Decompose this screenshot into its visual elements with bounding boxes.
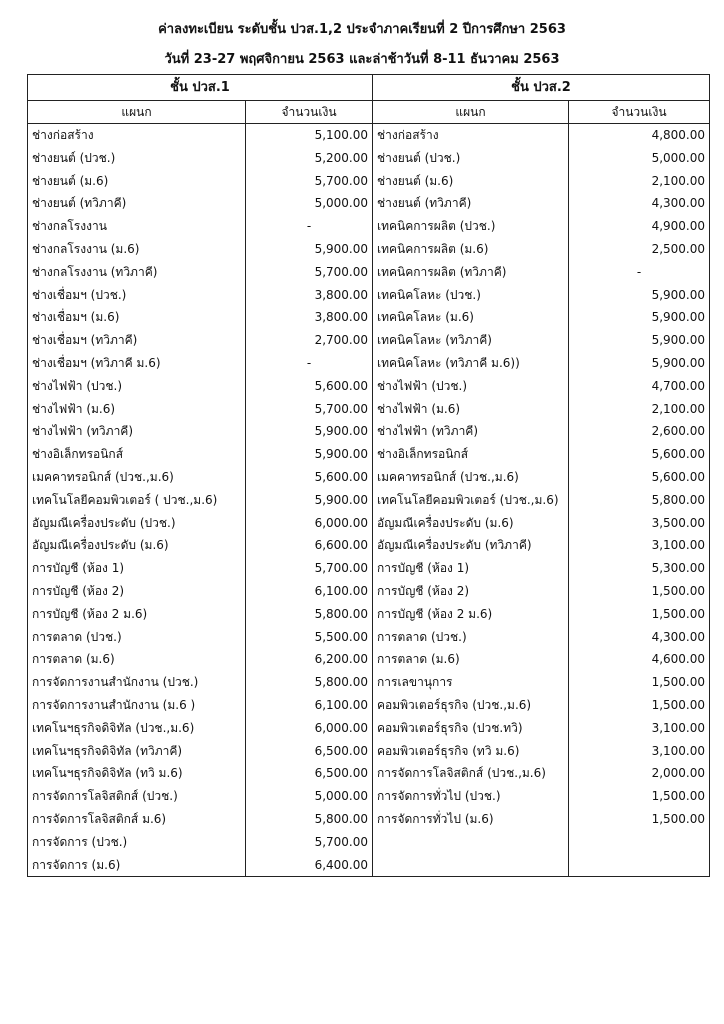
department-cell: เทคนิคโลหะ (ปวช.) [373,284,569,307]
department-cell: อัญมณีเครื่องประดับ (ปวช.) [28,512,246,535]
department-cell: คอมพิวเตอร์ธุรกิจ (ปวช.ทวิ) [373,717,569,740]
department-cell: คอมพิวเตอร์ธุรกิจ (ปวช.,ม.6) [373,694,569,717]
department-cell: เทคนิคการผลิต (ปวช.) [373,215,569,238]
table-row [28,261,710,284]
amount-cell: 3,800.00 [246,284,373,307]
department-cell: เทคโนโลยีคอมพิวเตอร์ (ปวช.,ม.6) [373,489,569,512]
department-cell: ช่างไฟฟ้า (ปวช.) [28,375,246,398]
amount-cell: 5,700.00 [246,831,373,854]
table-row [28,375,710,398]
department-cell: ช่างยนต์ (ปวช.) [28,147,246,170]
amount-cell: 6,000.00 [246,717,373,740]
table-row [28,398,710,421]
amount-cell: 2,500.00 [569,238,710,261]
department-cell: ช่างไฟฟ้า (ม.6) [28,398,246,421]
department-cell: เทคนิคโลหะ (ม.6) [373,306,569,329]
amount-cell: 2,600.00 [569,420,710,443]
amount-cell: - [246,215,373,238]
table-row [28,740,710,763]
department-cell: ช่างไฟฟ้า (ม.6) [373,398,569,421]
department-cell: ช่างยนต์ (ม.6) [28,170,246,193]
amount-cell: - [246,352,373,375]
amount-cell: 5,900.00 [246,443,373,466]
column-header-department: แผนก [28,101,246,124]
amount-cell: 3,800.00 [246,306,373,329]
table-row [28,512,710,535]
amount-cell: 5,800.00 [246,671,373,694]
department-cell: การเลขานุการ [373,671,569,694]
department-cell: ช่างอิเล็กทรอนิกส์ [373,443,569,466]
amount-cell: 5,700.00 [246,170,373,193]
table-row [28,352,710,375]
table-row [28,124,710,147]
amount-cell: 2,100.00 [569,170,710,193]
amount-cell: 4,300.00 [569,192,710,215]
department-cell: ช่างยนต์ (ทวิภาคี) [28,192,246,215]
table-row [28,466,710,489]
amount-cell: 6,100.00 [246,580,373,603]
department-cell: เทคนิคการผลิต (ทวิภาคี) [373,261,569,284]
amount-cell: 1,500.00 [569,694,710,717]
table-row [28,284,710,307]
amount-cell: 6,600.00 [246,534,373,557]
department-cell: ช่างก่อสร้าง [28,124,246,147]
department-cell: ช่างไฟฟ้า (ปวช.) [373,375,569,398]
amount-cell: 5,100.00 [246,124,373,147]
amount-cell: 6,400.00 [246,854,373,877]
department-cell: ช่างไฟฟ้า (ทวิภาคี) [373,420,569,443]
department-cell: การจัดการโลจิสติกส์ ม.6) [28,808,246,831]
department-cell: อัญมณีเครื่องประดับ (ทวิภาคี) [373,534,569,557]
amount-cell: 4,700.00 [569,375,710,398]
amount-cell: 5,700.00 [246,261,373,284]
table-row [28,147,710,170]
amount-cell: 3,500.00 [569,512,710,535]
amount-cell: 2,100.00 [569,398,710,421]
registration-fee-table [27,74,710,877]
department-cell: ช่างกลโรงงาน (ม.6) [28,238,246,261]
amount-cell: 5,800.00 [569,489,710,512]
department-cell: การตลาด (ปวช.) [28,626,246,649]
table-row [28,603,710,626]
amount-cell: 6,500.00 [246,740,373,763]
department-cell: ช่างเชื่อมฯ (ทวิภาคี ม.6) [28,352,246,375]
amount-cell: 5,300.00 [569,557,710,580]
department-cell: การจัดการ (ปวช.) [28,831,246,854]
table-row [28,443,710,466]
table-row [28,238,710,261]
department-cell: เมคคาทรอนิกส์ (ปวช.,ม.6) [373,466,569,489]
department-cell: การจัดการโลจิสติกส์ (ปวช.,ม.6) [373,762,569,785]
department-cell [373,854,569,877]
table-row [28,694,710,717]
department-cell: ช่างอิเล็กทรอนิกส์ [28,443,246,466]
table-row [28,671,710,694]
department-cell: ช่างกลโรงงาน [28,215,246,238]
amount-cell: 2,700.00 [246,329,373,352]
amount-cell: 2,000.00 [569,762,710,785]
amount-cell: 5,600.00 [569,466,710,489]
table-row [28,762,710,785]
department-cell: การจัดการทั่วไป (ม.6) [373,808,569,831]
amount-cell: 5,900.00 [569,284,710,307]
amount-cell: - [569,261,710,284]
amount-cell: 5,000.00 [246,192,373,215]
amount-cell: 5,700.00 [246,398,373,421]
table-row [28,785,710,808]
amount-cell [569,854,710,877]
table-row [28,580,710,603]
amount-cell: 5,200.00 [246,147,373,170]
amount-cell: 6,500.00 [246,762,373,785]
department-cell: เทคโนฯธุรกิจดิจิทัล (ทวิภาคี) [28,740,246,763]
table-row [28,854,710,877]
amount-cell: 5,900.00 [569,352,710,375]
department-cell: ช่างเชื่อมฯ (ม.6) [28,306,246,329]
amount-cell: 5,800.00 [246,808,373,831]
department-cell: การบัญชี (ห้อง 2) [28,580,246,603]
table-row [28,215,710,238]
amount-cell: 1,500.00 [569,603,710,626]
department-cell: ช่างยนต์ (ปวช.) [373,147,569,170]
department-cell: เทคโนโลยีคอมพิวเตอร์ ( ปวช.,ม.6) [28,489,246,512]
amount-cell: 4,600.00 [569,648,710,671]
amount-cell: 5,600.00 [246,466,373,489]
level-heading-pvs2: ชั้น ปวส.2 [373,75,710,101]
amount-cell: 1,500.00 [569,785,710,808]
department-cell [373,831,569,854]
amount-cell: 6,200.00 [246,648,373,671]
department-cell: การจัดการทั่วไป (ปวช.) [373,785,569,808]
amount-cell: 5,700.00 [246,557,373,580]
amount-cell: 5,900.00 [246,238,373,261]
amount-cell: 5,600.00 [246,375,373,398]
amount-cell: 1,500.00 [569,671,710,694]
department-cell: ช่างยนต์ (ม.6) [373,170,569,193]
department-cell: การจัดการโลจิสติกส์ (ปวช.) [28,785,246,808]
amount-cell: 6,000.00 [246,512,373,535]
amount-cell: 4,900.00 [569,215,710,238]
table-row [28,489,710,512]
department-cell: การตลาด (ปวช.) [373,626,569,649]
department-cell: ช่างกลโรงงาน (ทวิภาคี) [28,261,246,284]
amount-cell: 6,100.00 [246,694,373,717]
table-row [28,329,710,352]
department-cell: การบัญชี (ห้อง 2 ม.6) [28,603,246,626]
amount-cell: 3,100.00 [569,740,710,763]
department-cell: ช่างก่อสร้าง [373,124,569,147]
column-header-department: แผนก [373,101,569,124]
department-cell: การบัญชี (ห้อง 1) [373,557,569,580]
department-cell: เทคโนฯธุรกิจดิจิทัล (ปวช.,ม.6) [28,717,246,740]
amount-cell: 3,100.00 [569,534,710,557]
amount-cell: 3,100.00 [569,717,710,740]
column-header-amount: จำนวนเงิน [569,101,710,124]
department-cell: ช่างยนต์ (ทวิภาคี) [373,192,569,215]
amount-cell: 4,800.00 [569,124,710,147]
department-cell: การบัญชี (ห้อง 2 ม.6) [373,603,569,626]
amount-cell: 5,900.00 [246,489,373,512]
amount-cell: 5,800.00 [246,603,373,626]
table-row [28,808,710,831]
amount-cell: 5,900.00 [569,306,710,329]
department-cell: การบัญชี (ห้อง 2) [373,580,569,603]
department-cell: การจัดการงานสำนักงาน (ปวช.) [28,671,246,694]
amount-cell: 5,600.00 [569,443,710,466]
amount-cell: 5,500.00 [246,626,373,649]
department-cell: การตลาด (ม.6) [373,648,569,671]
table-row [28,306,710,329]
department-cell: คอมพิวเตอร์ธุรกิจ (ทวิ ม.6) [373,740,569,763]
department-cell: อัญมณีเครื่องประดับ (ม.6) [28,534,246,557]
table-row [28,717,710,740]
department-cell: เทคนิคโลหะ (ทวิภาคี ม.6)) [373,352,569,375]
department-cell: ช่างไฟฟ้า (ทวิภาคี) [28,420,246,443]
table-row [28,648,710,671]
department-cell: เทคนิคโลหะ (ทวิภาคี) [373,329,569,352]
amount-cell: 5,900.00 [569,329,710,352]
amount-cell: 5,900.00 [246,420,373,443]
fee-rows [28,124,710,877]
document-subtitle-dates: วันที่ 23-27 พฤศจิกายน 2563 และล่าช้าวันที่ 8-11 ธันวาคม 2563 [164,52,560,67]
department-cell: อัญมณีเครื่องประดับ (ม.6) [373,512,569,535]
amount-cell: 1,500.00 [569,580,710,603]
document-title: ค่าลงทะเบียน ระดับชั้น ปวส.1,2 ประจำภาคเรียนที่ 2 ปีการศึกษา 2563 [158,22,566,37]
table-row [28,534,710,557]
table-row [28,626,710,649]
table-row [28,420,710,443]
department-cell: การบัญชี (ห้อง 1) [28,557,246,580]
amount-cell: 5,000.00 [246,785,373,808]
department-cell: การจัดการงานสำนักงาน (ม.6 ) [28,694,246,717]
table-row [28,170,710,193]
amount-cell: 4,300.00 [569,626,710,649]
table-row [28,192,710,215]
table-row [28,557,710,580]
column-header-amount: จำนวนเงิน [246,101,373,124]
amount-cell: 5,000.00 [569,147,710,170]
amount-cell: 1,500.00 [569,808,710,831]
department-cell: การตลาด (ม.6) [28,648,246,671]
amount-cell [569,831,710,854]
department-cell: ช่างเชื่อมฯ (ปวช.) [28,284,246,307]
table-row [28,831,710,854]
department-cell: เทคโนฯธุรกิจดิจิทัล (ทวิ ม.6) [28,762,246,785]
department-cell: ช่างเชื่อมฯ (ทวิภาคี) [28,329,246,352]
department-cell: การจัดการ (ม.6) [28,854,246,877]
department-cell: เมคคาทรอนิกส์ (ปวช.,ม.6) [28,466,246,489]
level-heading-pvs1: ชั้น ปวส.1 [28,75,373,101]
department-cell: เทคนิคการผลิต (ม.6) [373,238,569,261]
